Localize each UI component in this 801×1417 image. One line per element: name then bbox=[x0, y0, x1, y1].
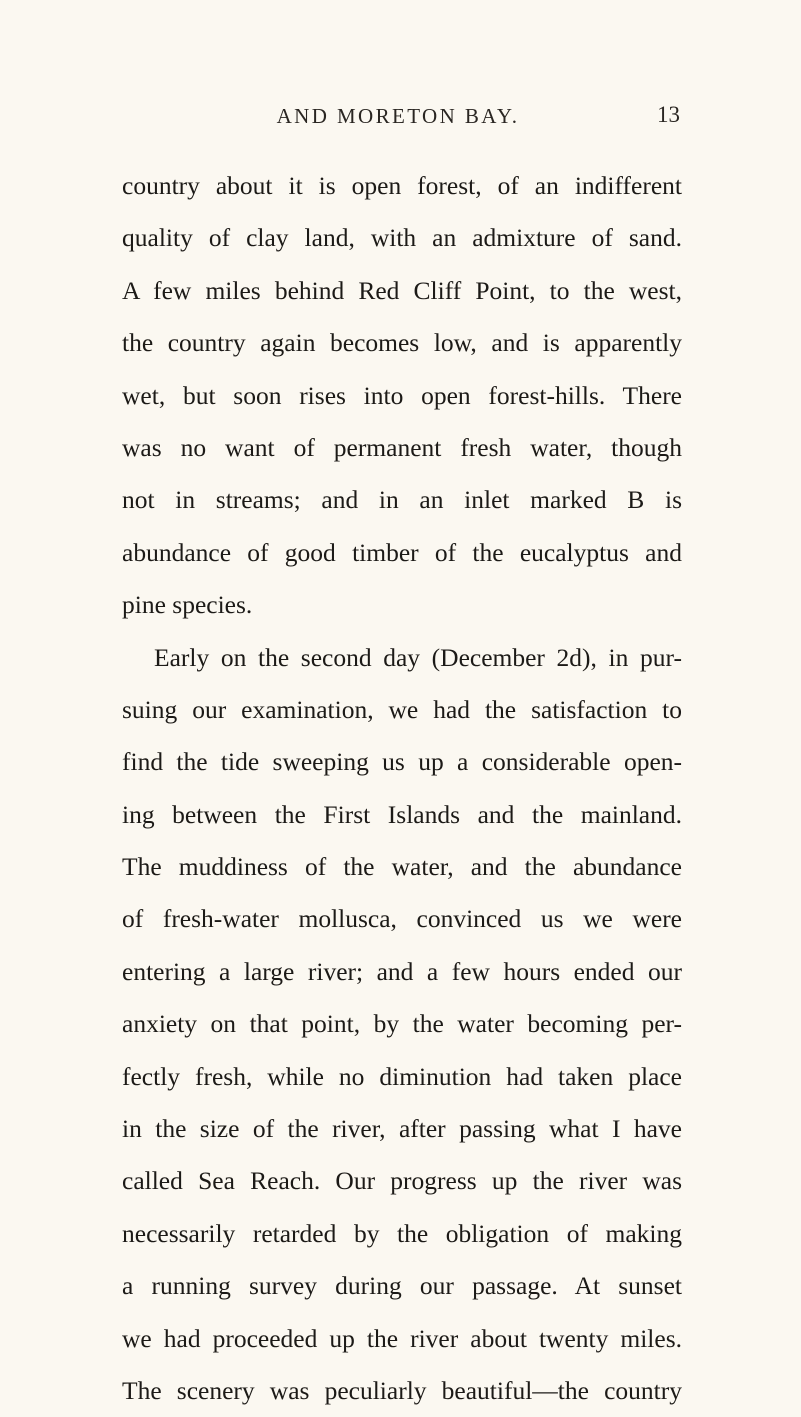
text-line-14: The muddiness of the water, and the abundance bbox=[122, 852, 682, 882]
running-title: AND MORETON BAY. bbox=[276, 104, 520, 128]
body-text bbox=[122, 160, 682, 1417]
text-line-18: fectly fresh, while no diminution had taken place bbox=[122, 1061, 682, 1091]
text-line-10: Early on the second day (December 2d), in pur- bbox=[154, 642, 682, 672]
text-line-16: entering a large river; and a few hours ended our bbox=[122, 956, 682, 986]
text-line-20: called Sea Reach. Our progress up the river was bbox=[122, 1166, 682, 1196]
text-line-22: a running survey during our passage. At sunset bbox=[122, 1271, 682, 1301]
text-line-15: of fresh-water mollusca, convinced us we were bbox=[122, 904, 682, 934]
text-line-7: not in streams; and in an inlet marked B is bbox=[122, 485, 682, 515]
text-line-9: pine species. bbox=[122, 590, 253, 620]
text-line-17: anxiety on that point, by the water becoming per- bbox=[122, 1009, 682, 1039]
text-line-13: ing between the First Islands and the mainland. bbox=[122, 799, 682, 829]
text-line-23: we had proceeded up the river about twenty miles. bbox=[122, 1323, 682, 1353]
text-line-3: A few miles behind Red Cliff Point, to the west, bbox=[122, 275, 682, 305]
text-line-1: country about it is open forest, of an indifferent bbox=[122, 171, 682, 200]
text-line-8: abundance of good timber of the eucalyptus and bbox=[122, 537, 682, 567]
page-number: 13 bbox=[657, 102, 680, 127]
text-line-24: The scenery was peculiarly beautiful—the country bbox=[122, 1375, 682, 1405]
text-line-11: suing our examination, we had the satisfaction to bbox=[122, 694, 682, 724]
text-line-2: quality of clay land, with an admixture of sand. bbox=[122, 223, 682, 253]
text-line-6: was no want of permanent fresh water, though bbox=[122, 432, 682, 462]
text-line-12: find the tide sweeping us up a considerable open- bbox=[122, 747, 682, 777]
text-line-4: the country again becomes low, and is apparently bbox=[122, 328, 682, 358]
text-line-5: wet, but soon rises into open forest-hills. There bbox=[122, 380, 682, 410]
text-line-19: in the size of the river, after passing what I have bbox=[122, 1114, 682, 1144]
text-line-21: necessarily retarded by the obligation of making bbox=[122, 1218, 682, 1248]
